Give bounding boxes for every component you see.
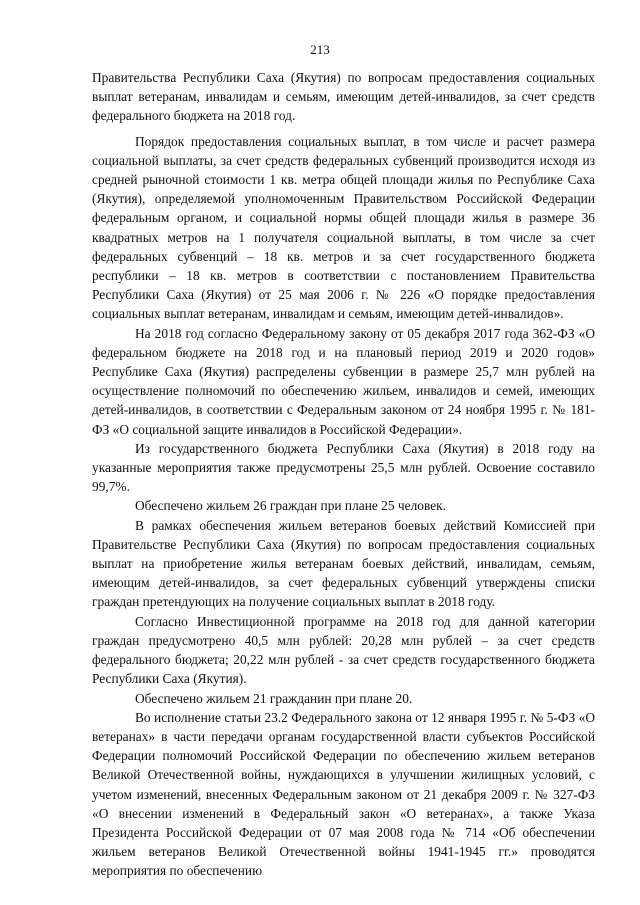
document-body	[92, 68, 595, 881]
paragraph-combat-veterans: В рамках обеспечения жильем ветеранов боевых действий Комиссией при Правительстве Республики Саха (Якутия) по вопросам предоставления социальных выплат на приобретение жилья ветеранам боевых действий, инвалидам, семьям, имеющим детей-инвалидов, за счет федеральных субвенций утверждены списки граждан претендующих на получение социальных выплат в 2018 году.	[92, 517, 595, 610]
paragraph-continuation: Правительства Республики Саха (Якутия) по вопросам предоставления социальных выплат ветеранам, инвалидам и семьям, имеющим детей-инвалидов, за счет средств федерального бюджета на 2018 год.	[92, 70, 595, 124]
paragraph-ww2-veterans: Во исполнение статьи 23.2 Федерального закона от 12 января 1995 г. № 5-ФЗ «О ветеранах» в части передачи органам государственной власти субъектов Российской Федерации полномочий Российской Федерации по обеспечению жильем ветеранов Великой Отечественной войны, нуждающихся в улучшении жилищных условий, с учетом изменений, внесенных Федеральным законом от 21 декабря 2009 г. № 327-ФЗ «О внесении изменений в Федеральный закон «О ветеранах», а также Указа Президента Российской Федерации от 07 мая 2008 года № 714 «Об обеспечении жильем ветеранов Великой Отечественной войны 1941-1945 гг.» проводятся мероприятия по обеспечению	[92, 709, 595, 879]
paragraph-investment-program: Согласно Инвестиционной программе на 2018 год для данной категории граждан предусмотрено 40,5 млн рублей: 20,28 млн рублей – за счет средств федерального бюджета; 20,22 млн рублей - за счет средств государственного бюджета Республики Саха (Якутия).	[92, 613, 595, 687]
paragraph-republic-budget: Из государственного бюджета Республики Саха (Якутия) в 2018 году на указанные мероприятия также предусмотрены 25,5 млн рублей. Освоение составило 99,7%.	[92, 440, 595, 495]
paragraph-housed-21: Обеспечено жильем 21 гражданин при плане 20.	[135, 690, 413, 706]
paragraph-federal-budget-2018: На 2018 год согласно Федеральному закону от 05 декабря 2017 года 362-ФЗ «О федеральном бюджете на 2018 год и на плановый период 2019 и 2020 годов» Республике Саха (Якутия) распределены субвенции в размере 25,7 млн рублей на осуществление полномочий по обеспечению жильем, инвалидов и семей, имеющих детей-инвалидов, в соответствии с Федеральным законом от 24 ноября 1995 г. № 181-ФЗ «О социальной защите инвалидов в Российской Федерации».	[92, 325, 595, 437]
page-number: 213	[310, 42, 330, 57]
paragraph-payment-procedure: Порядок предоставления социальных выплат, в том числе и расчет размера социальной выплаты, за счет средств федеральных субвенций производится исходя из средней рыночной стоимости 1 кв. метра общей площади жилья по Республике Саха (Якутия), определяемой уполномоченным Правительством Российской Федерации федеральным органом, и социальной нормы общей площади жилья в размере 36 квадратных метров на 1 получателя социальной выплаты, в том числе за счет федеральных субвенций – 18 кв. метров и за счет государственного бюджета республики – 18 кв. метров в соответствии с постановлением Правительства Республики Саха (Якутия) от 25 мая 2006 г. № 226 «О порядке предоставления социальных выплат ветеранам, инвалидам и семьям, имеющим детей-инвалидов».	[92, 133, 595, 322]
paragraph-housed-26: Обеспечено жильем 26 граждан при плане 25 человек.	[135, 498, 447, 514]
